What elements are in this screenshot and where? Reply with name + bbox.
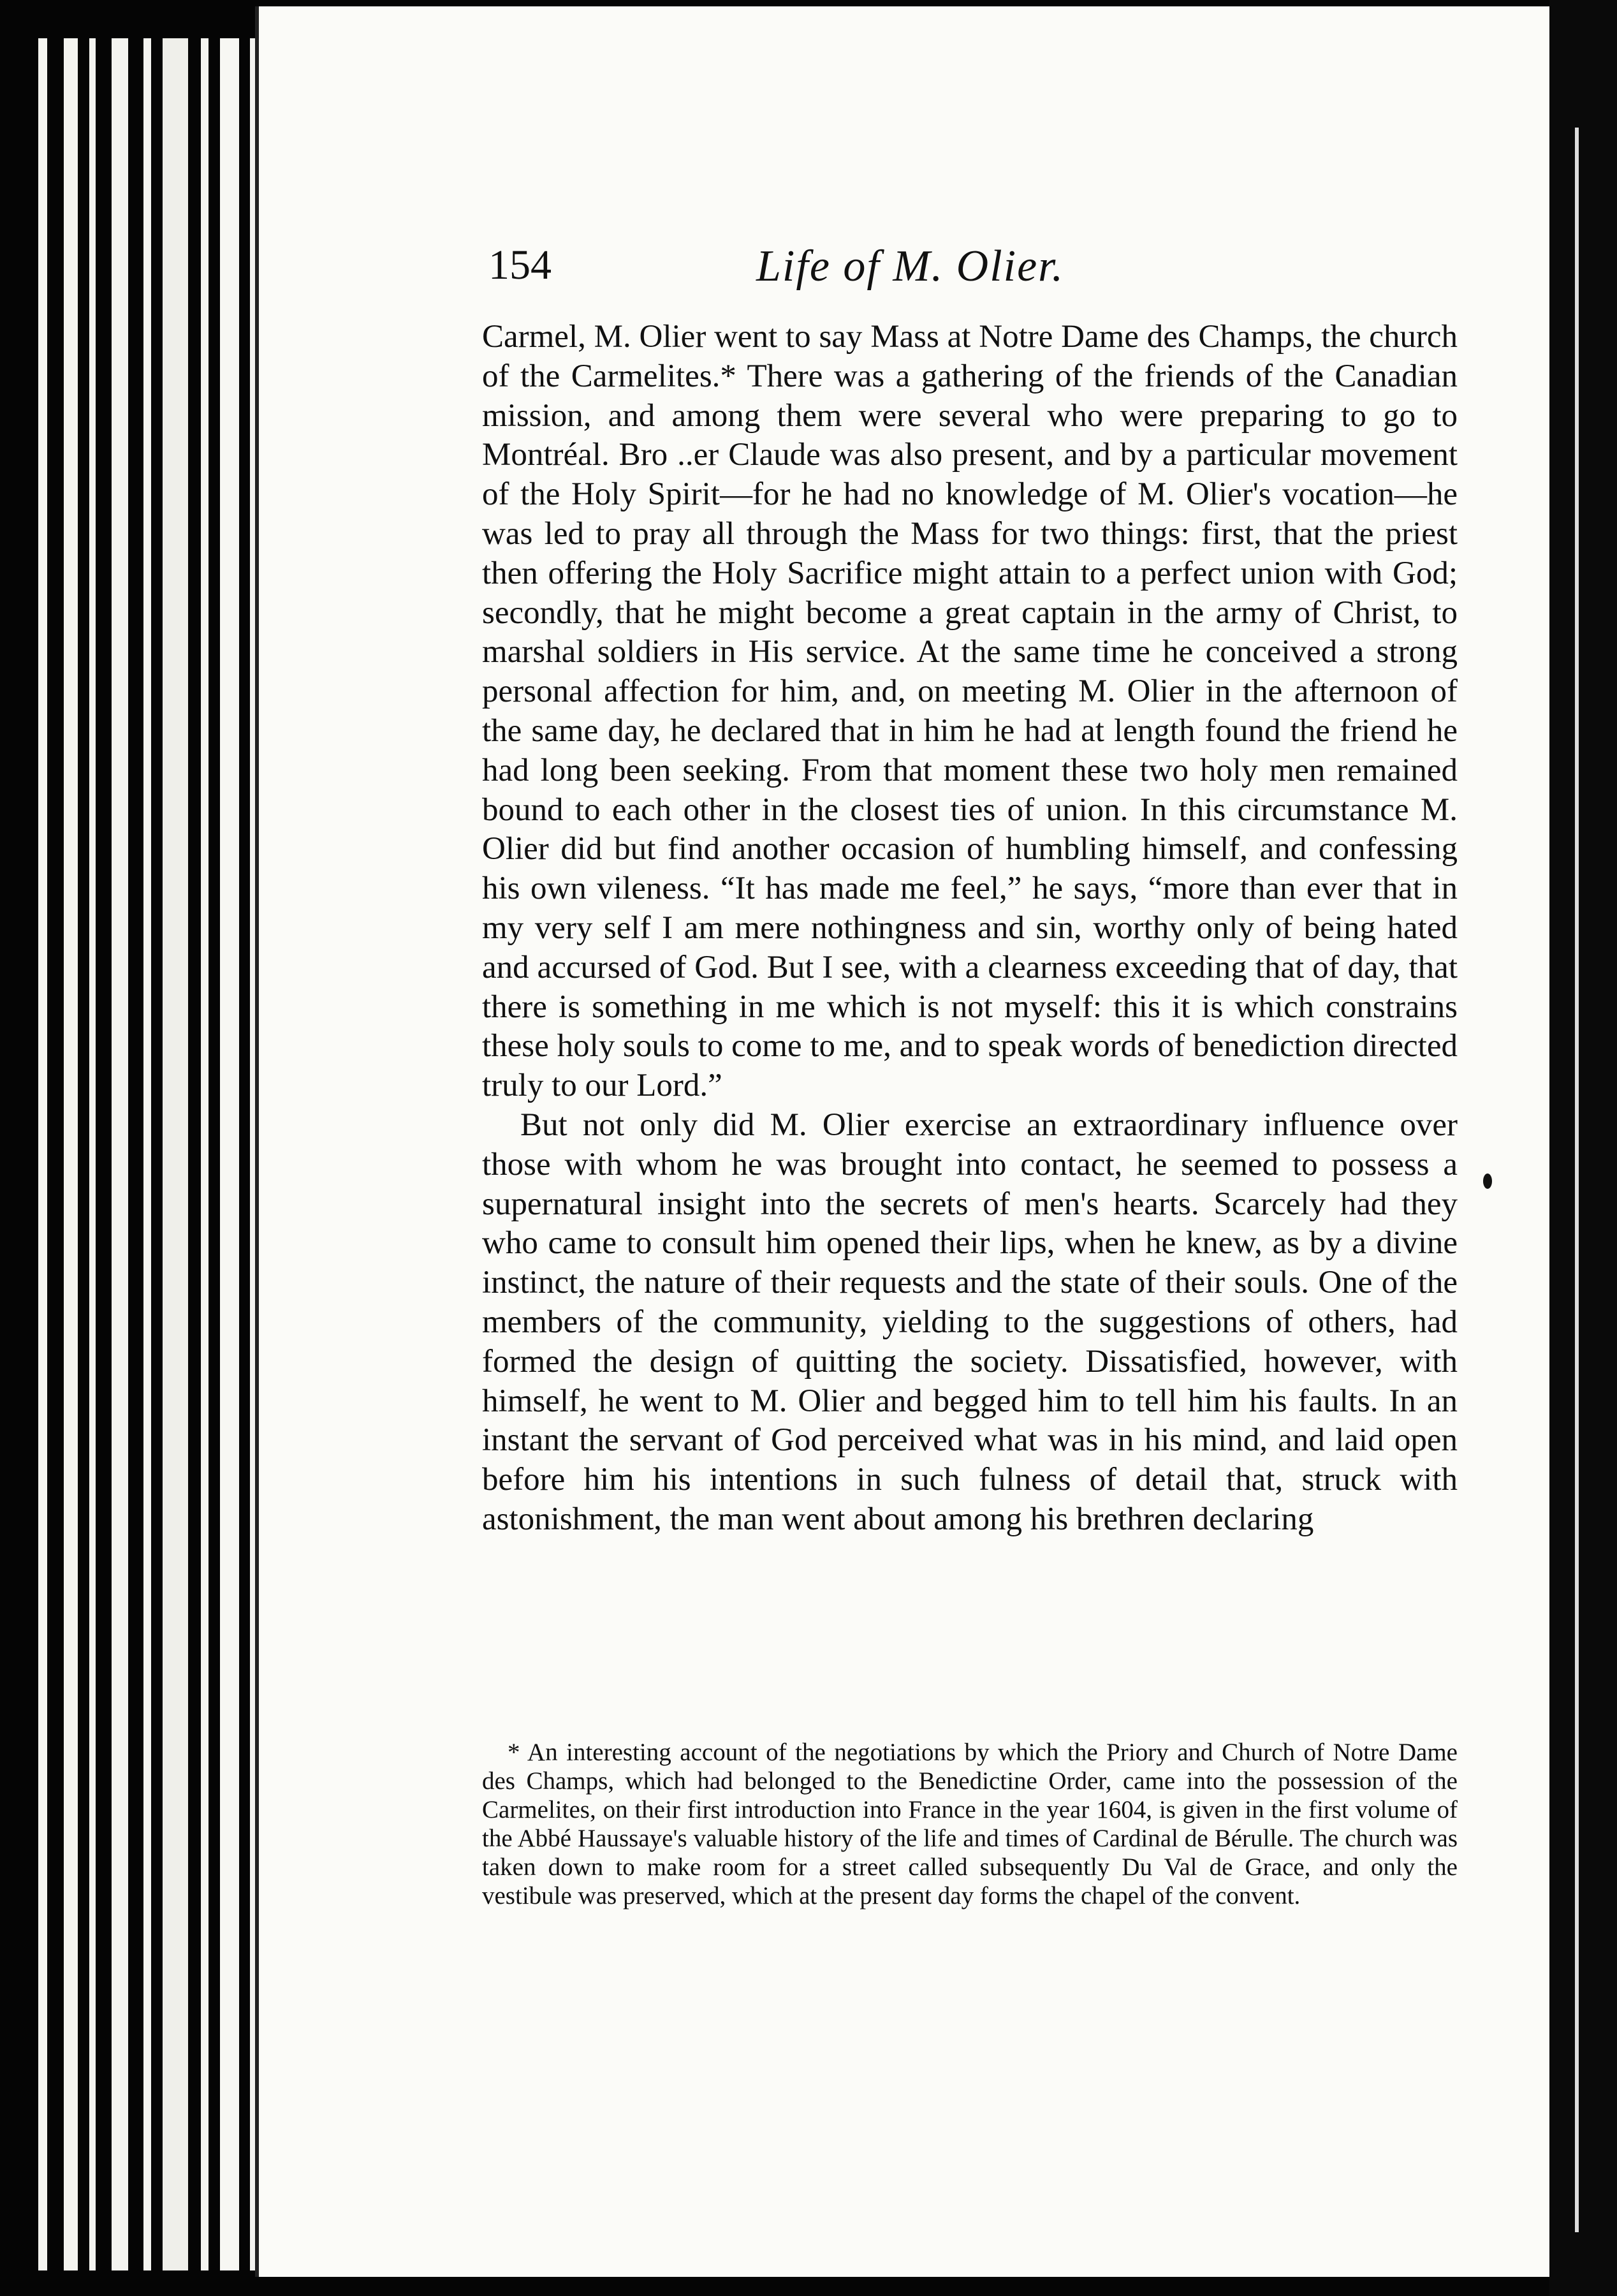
page-edge [163,38,188,2270]
footnote: * An interesting account of the negotiations by which the Priory and Church of Notre Dame des Champs, which had belonged to the Benedictine Order, came into the possession of the Carmelites, on their first introduction into France in the year 1604, is given in the first volume of the Abbé Haussaye's valuable history of the life and times of Cardinal de Bérulle. The church was taken down to make room for a street called subsequently Du Val de Grace, and only the vestibule was preserved, which at the present day forms the chapel of the convent. [482,1739,1458,1910]
paragraph: But not only did M. Olier exercise an extraordinary influence over those with whom he was brought into contact, he seemed to possess a supernatural insight into the secrets of men's hearts. Scarcely had they who came to consult him opened their lips, when he knew, as by a divine instinct, the nature of their requests and the state of their souls. One of the members of the community, yielding to the suggestions of others, had formed the design of quitting the society. Dissatisfied, however, with himself, he went to M. Olier and begged him to tell him his faults. In an instant the servant of God perceived what was in his mind, and laid open before him his intentions in such fulness of detail that, struck with astonishment, the man went about among his brethren declaring [482,1107,1458,1537]
page-edge [64,38,78,2270]
page-edge [220,38,239,2270]
body-text [482,318,1458,1540]
page-edge [38,38,47,2270]
right-gutter [1549,0,1617,2296]
page-edge [143,38,151,2270]
book-page [255,6,1553,2277]
paragraph: Carmel, M. Olier went to say Mass at Notre Dame des Champs, the church of the Carmelites.* There was a gathering of the friends of the Canadian mission, and among them were several who were preparing to go to Montréal. Bro ..er Claude was also present, and by a particular movement of the Holy Spirit—for he had no knowledge of M. Olier's vocation—he was led to pray all through the Mass for two things: first, that the priest then offering the Holy Sacrifice might attain to a perfect union with God; secondly, that he might become a great captain in the army of Christ, to marshal soldiers in His service. At the same time he conceived a strong personal affection for him, and, on meeting M. Olier in the afternoon of the same day, he declared that in him he had at length found the friend he had long been seeking. From that moment these two holy men remained bound to each other in the closest ties of union. In this circumstance M. Olier did but find another occasion of humbling himself, and confessing his own vileness. “It has made me feel,” he says, “more than ever that in my very self I am mere nothingness and sin, worthy only of being hated and accursed of God. But I see, with a clearness exceeding that of day, that there is something in me which is not myself: this it is which constrains these holy souls to come to me, and to speak words of benediction directed truly to our Lord.” [482,319,1458,1104]
page-edges [26,38,261,2270]
running-title: Life of M. Olier. [756,242,1065,291]
page-number: 154 [488,242,552,288]
ink-speck [1483,1174,1492,1189]
page-edge [89,38,96,2270]
page-edge [112,38,128,2270]
page-edge [201,38,209,2270]
page-header [488,241,1407,298]
gutter-edge [1575,128,1579,2232]
